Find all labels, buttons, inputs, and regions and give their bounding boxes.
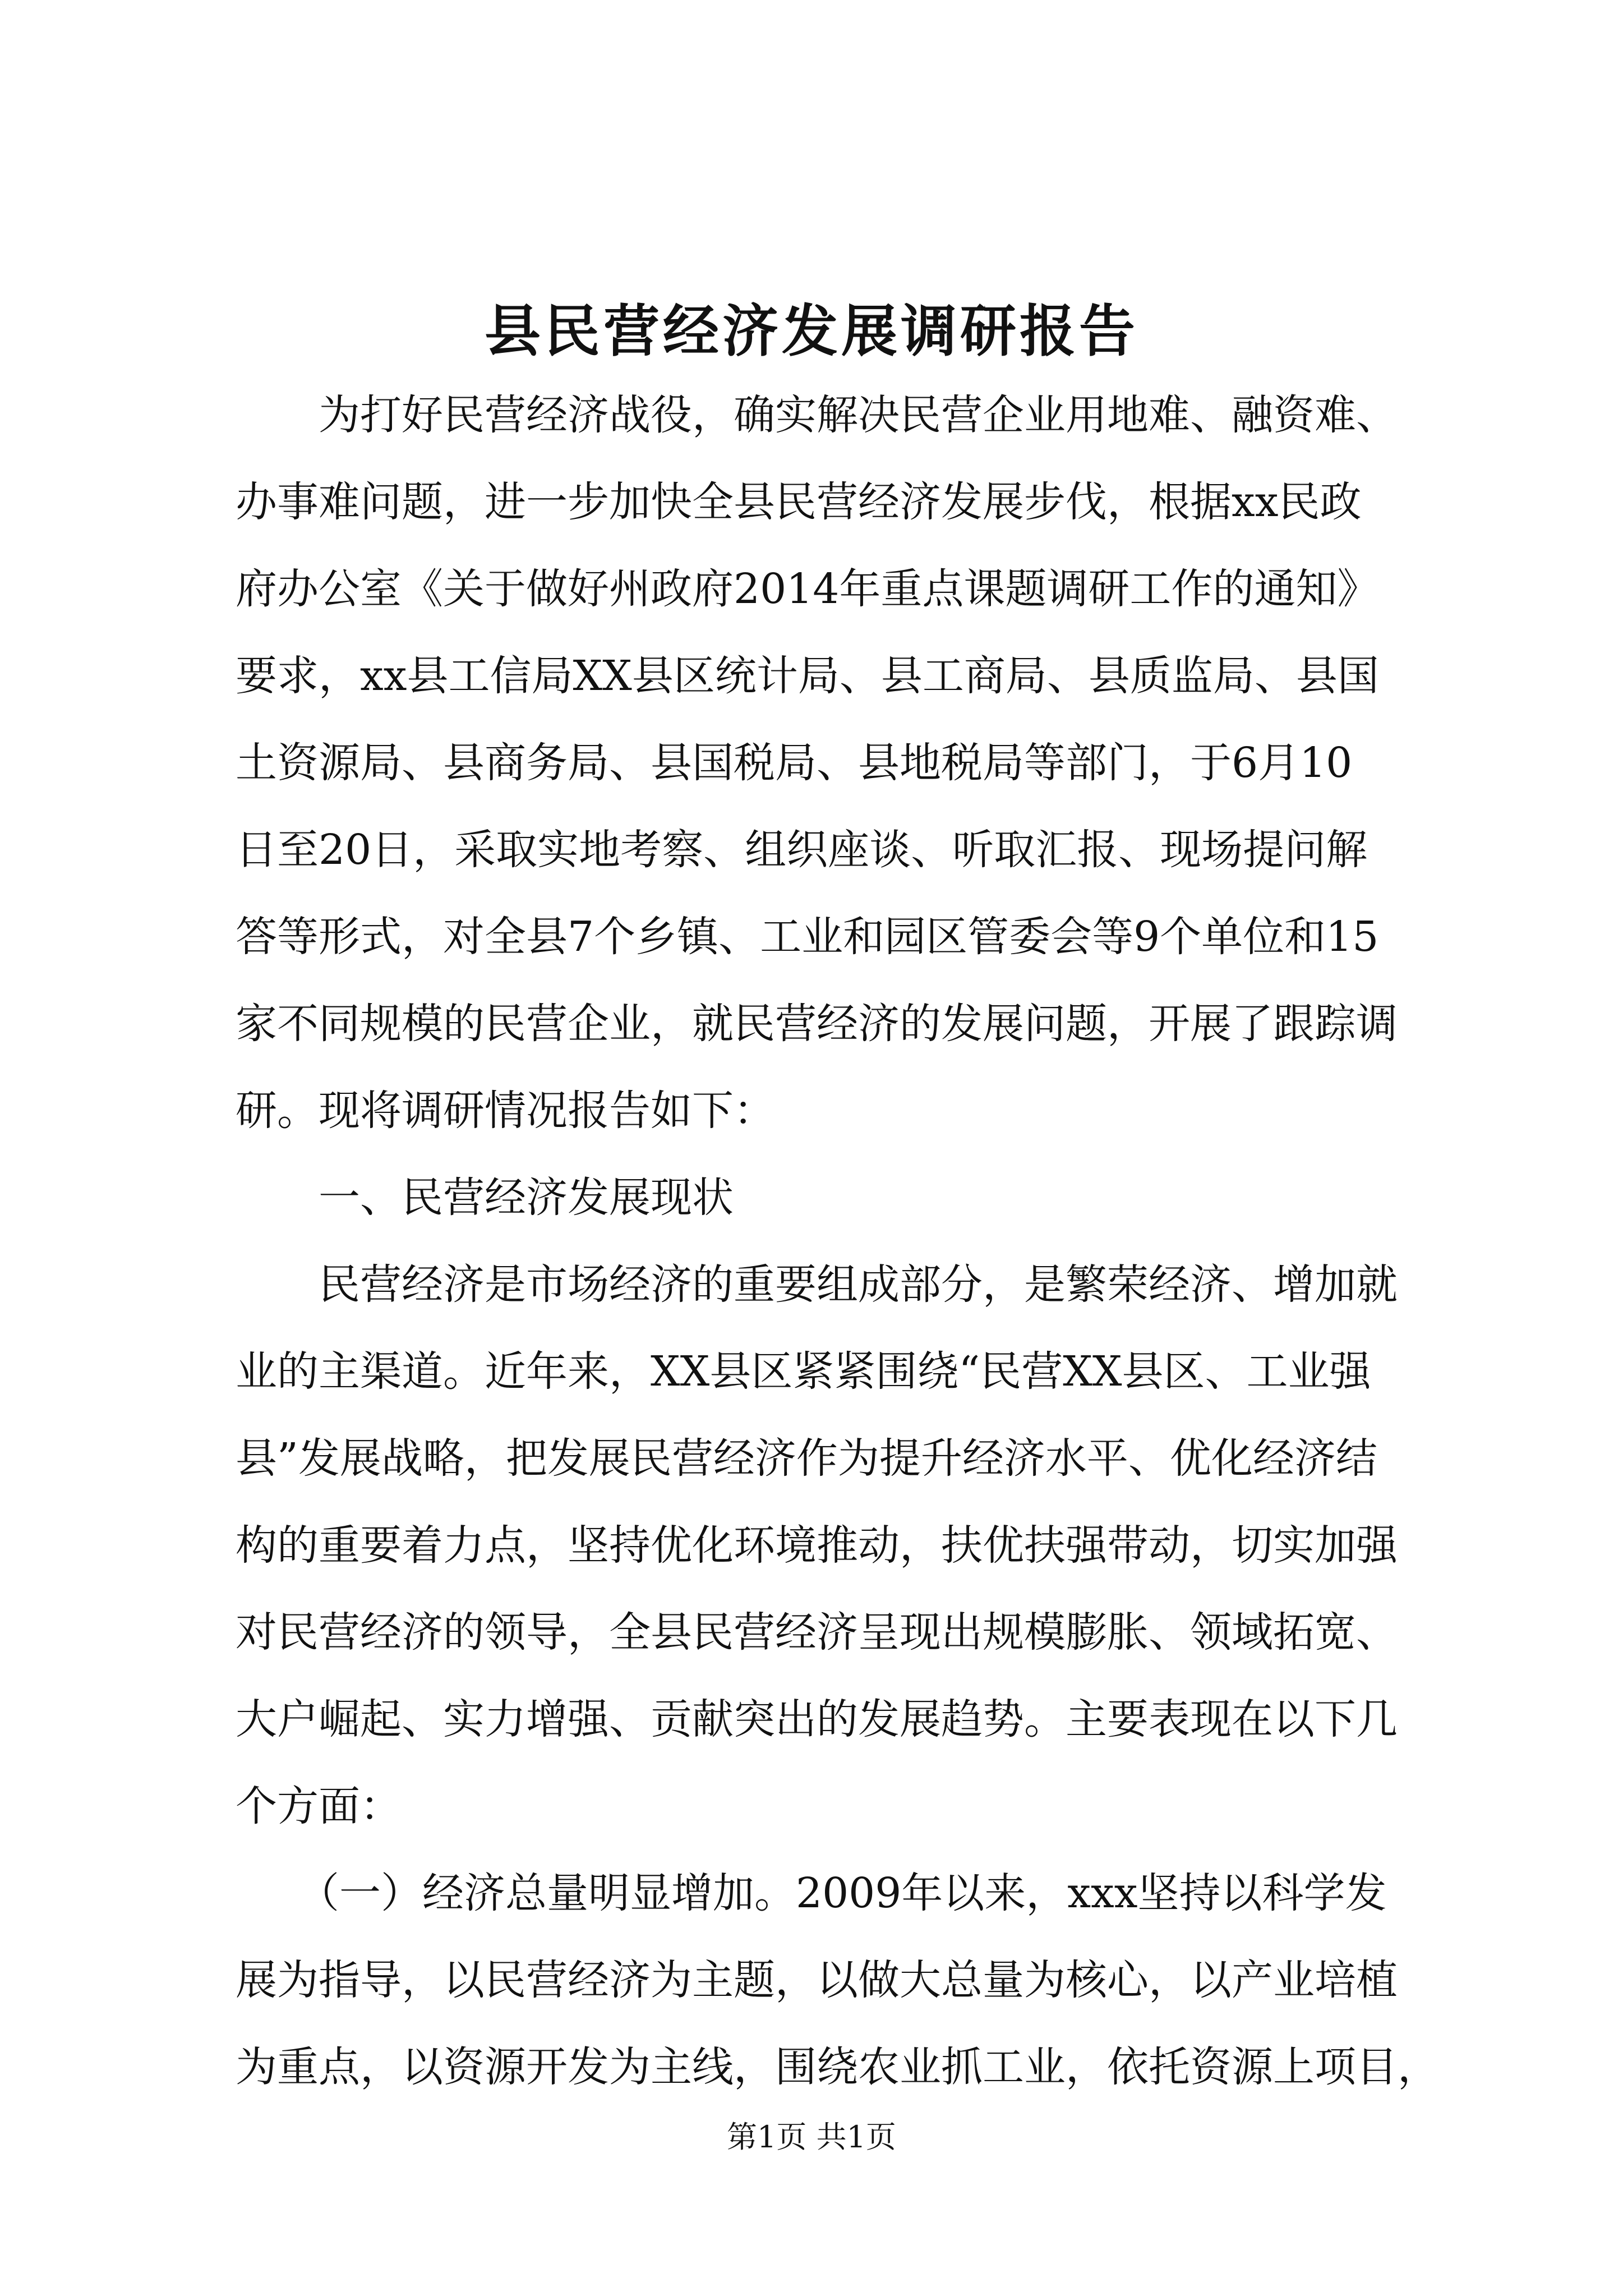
- body-line: 展为指导，以民营经济为主题，以做大总量为核心，以产业培植: [236, 1956, 1398, 2004]
- body-line: 要求，xx县工信局XX县区统计局、县工商局、县质监局、县国: [236, 652, 1379, 700]
- document-title: 县民营经济发展调研报告: [485, 298, 1138, 364]
- section-heading: 一、民营经济发展现状: [236, 1174, 734, 1222]
- body-line: （一）经济总量明显增加。2009年以来，xxx坚持以科学发: [236, 1869, 1387, 1917]
- body-line: 答等形式，对全县7个乡镇、工业和园区管委会等9个单位和15: [236, 913, 1379, 961]
- body-line: 办事难问题，进一步加快全县民营经济发展步伐，根据xx民政: [236, 478, 1362, 526]
- body-line: 大户崛起、实力增强、贡献突出的发展趋势。主要表现在以下几: [236, 1695, 1398, 1743]
- body-line: 为打好民营经济战役，确实解决民营企业用地难、融资难、: [236, 391, 1398, 439]
- body-line: 家不同规模的民营企业，就民营经济的发展问题，开展了跟踪调: [236, 1000, 1398, 1048]
- body-line: 业的主渠道。近年来，XX县区紧紧围绕“民营XX县区、工业强: [236, 1347, 1371, 1396]
- body-line: 研。现将调研情况报告如下：: [236, 1087, 775, 1135]
- body-line: 土资源局、县商务局、县国税局、县地税局等部门，于6月10: [236, 739, 1353, 787]
- body-line: 县”发展战略，把发展民营经济作为提升经济水平、优化经济结: [236, 1434, 1377, 1483]
- body-line: 对民营经济的领导，全县民营经济呈现出规模膨胀、领域拓宽、: [236, 1608, 1398, 1657]
- body-line: 构的重要着力点，坚持优化环境推动，扶优扶强带动，切实加强: [236, 1521, 1398, 1570]
- body-line: 日至20日，采取实地考察、组织座谈、听取汇报、现场提问解: [236, 826, 1368, 874]
- body-line: 为重点，以资源开发为主线，围绕农业抓工业，依托资源上项目，: [236, 2043, 1439, 2091]
- page-footer: 第1页 共1页: [727, 2119, 896, 2155]
- body-line: 府办公室《关于做好州政府2014年重点课题调研工作的通知》: [236, 565, 1379, 613]
- body-line: 民营经济是市场经济的重要组成部分，是繁荣经济、增加就: [236, 1260, 1398, 1309]
- body-line: 个方面：: [236, 1782, 402, 1830]
